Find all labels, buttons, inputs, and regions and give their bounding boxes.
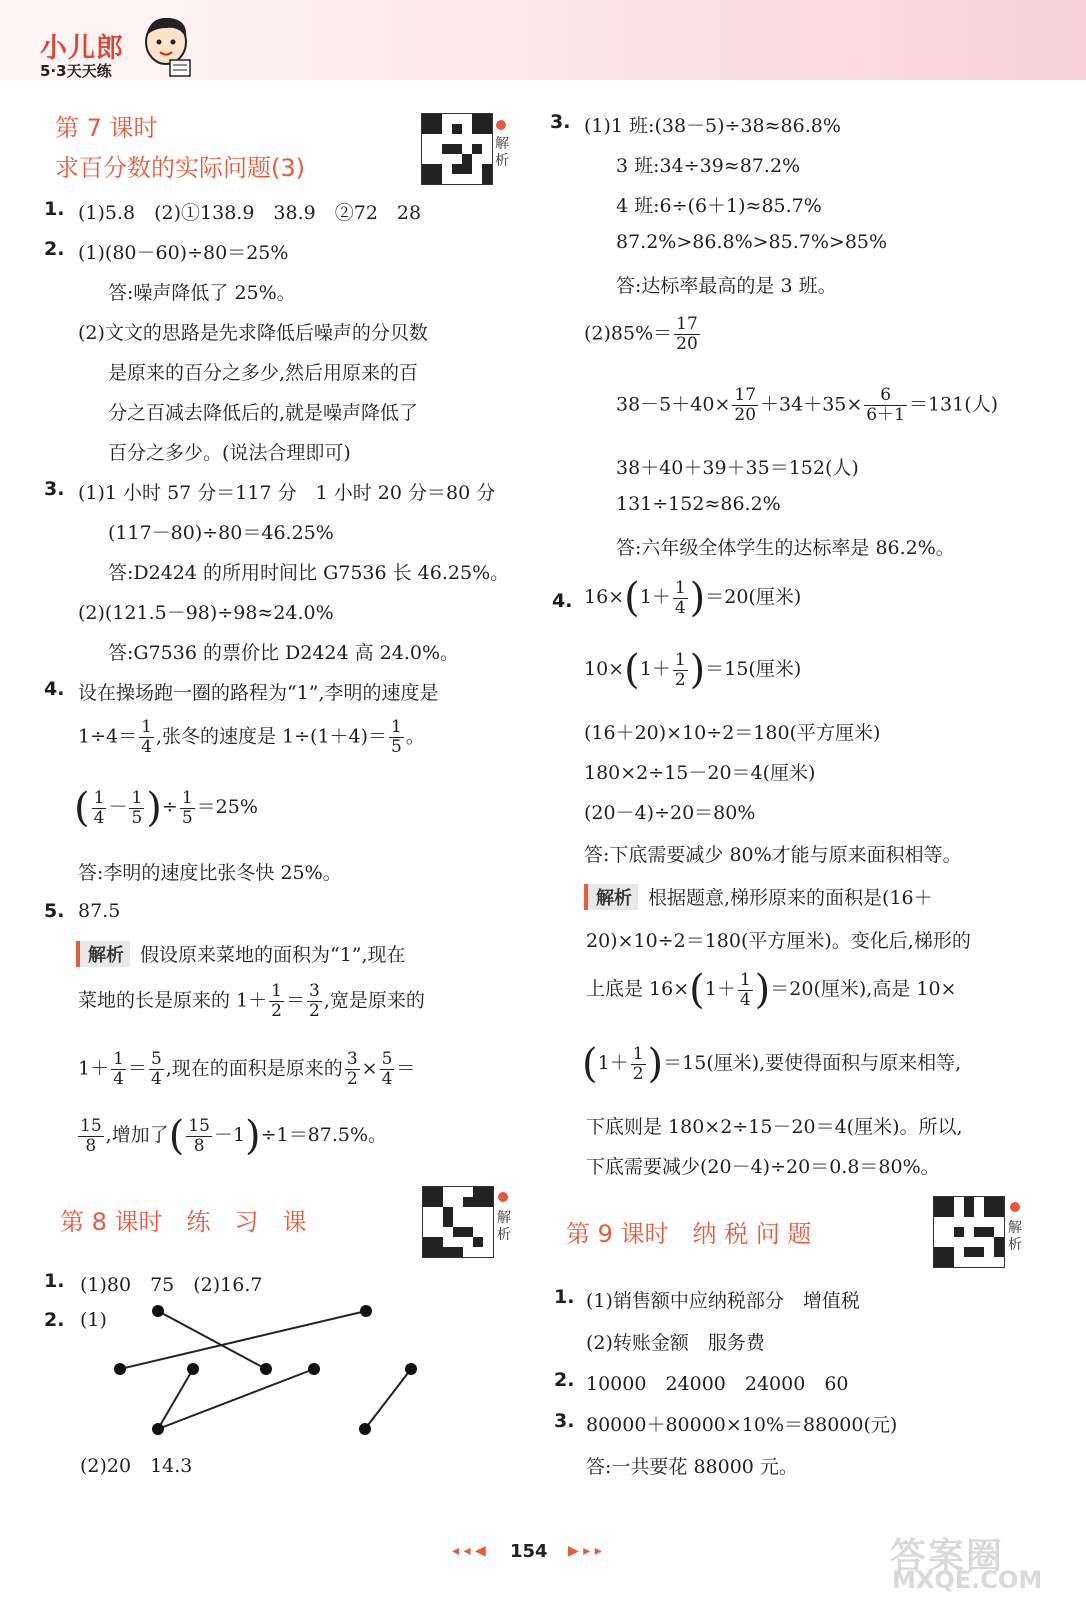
lesson7-title: 第 7 课时	[55, 114, 158, 142]
page-number: 154	[510, 1541, 548, 1562]
watermark-url: MXQE.COM	[892, 1566, 1043, 1594]
question-number: 3.	[550, 111, 571, 133]
next-arrows-icon: ▶ ▸ ▸	[568, 1543, 602, 1559]
match-dot	[152, 1305, 164, 1317]
answer-text: (1)5.8 (2)①138.9 38.9 ②72 28	[78, 202, 422, 224]
analysis-tag: 解析	[76, 941, 130, 967]
play-icon	[496, 120, 506, 130]
answer-text: 3 班:34÷39≈87.2%	[616, 155, 801, 177]
answer-text: 设在操场跑一圈的路程为“1”,李明的速度是	[78, 682, 439, 704]
answer-text: (2)文文的思路是先求降低后噪声的分贝数	[78, 322, 428, 344]
analysis-formula: 1＋ $\frac{1}{4}$ ＝ $\frac{5}{4}$ ,现在的面积是原来的 $\frac{3}{2}$ × $\frac{5}{4}$ ＝	[78, 1049, 416, 1089]
answer-formula: 10×(1＋ $\frac{1}{2}$ )＝15(厘米)	[584, 647, 802, 693]
lesson9-title: 第 9 课时 纳 税 问 题	[566, 1220, 812, 1248]
logo: 小儿郎	[40, 33, 124, 64]
match-dot	[152, 1423, 164, 1435]
match-dot	[359, 1423, 371, 1435]
answer-text: (1)80 75 (2)16.7	[80, 1274, 263, 1296]
matching-line	[158, 1369, 193, 1429]
lesson8-title: 第 8 课时 练 习 课	[60, 1208, 307, 1236]
answer-text: 答:下底需要减少 80%才能与原来面积相等。	[584, 844, 962, 866]
answer-text: (16＋20)×10÷2＝180(平方厘米)	[584, 722, 881, 744]
answer-text: 答:噪声降低了 25%。	[108, 282, 296, 304]
question-number: 1.	[44, 198, 65, 220]
answer-text: 10000 24000 24000 60	[586, 1373, 849, 1395]
analysis-text: 下底需要减少(20－4)÷20＝0.8＝80%。	[586, 1156, 940, 1178]
match-dot	[187, 1363, 199, 1375]
analysis-text: 下底则是 180×2÷15－20＝4(厘米)。所以,	[586, 1116, 963, 1138]
analysis-line: 解析 根据题意,梯形原来的面积是(16＋	[584, 883, 933, 910]
question-number: 3.	[554, 1410, 575, 1432]
question-number: 1.	[44, 1270, 65, 1292]
analysis-text: 20)×10÷2＝180(平方厘米)。变化后,梯形的	[586, 930, 971, 952]
series-name: 5·3天天练	[40, 62, 112, 80]
prev-arrows-icon: ◂ ◂ ◀	[452, 1543, 486, 1559]
matching-line	[158, 1369, 314, 1429]
answer-text: 87.5	[78, 900, 121, 922]
question-number: 2.	[554, 1369, 575, 1391]
analysis-formula: 上底是 16×(1＋ $\frac{1}{4}$ )＝20(厘米),高是 10×	[586, 967, 957, 1013]
answer-text: 131÷152≈86.2%	[616, 493, 781, 515]
question-number: 2.	[44, 1309, 65, 1331]
answer-text: (20－4)÷20＝80%	[584, 802, 756, 824]
answer-text: 是原来的百分之多少,然后用原来的百	[108, 362, 419, 384]
match-dot	[405, 1363, 417, 1375]
question-number: 4.	[552, 590, 573, 612]
qr-label: 解析	[497, 1210, 511, 1243]
analysis-formula: $\frac{15}{8}$ ,增加了( $\frac{15}{8}$ －1)÷1＝87.5%。	[80, 1113, 388, 1159]
play-icon	[498, 1192, 508, 1202]
answer-text: 38＋40＋39＋35＝152(人)	[616, 457, 859, 479]
qr-code-icon[interactable]	[933, 1196, 1005, 1268]
question-number: 2.	[44, 238, 65, 260]
answer-text: 答:一共要花 88000 元。	[586, 1456, 798, 1478]
answer-text: 分之百减去降低后的,就是噪声降低了	[108, 402, 419, 424]
answer-text: 百分之多少。(说法合理即可)	[108, 442, 351, 464]
answer-text: 答:李明的速度比张冬快 25%。	[78, 862, 342, 884]
qr-code-icon[interactable]	[422, 1186, 494, 1258]
matching-line	[120, 1311, 366, 1369]
analysis-formula: 菜地的长是原来的 1＋ $\frac{1}{2}$ ＝ $\frac{3}{2}$ ,宽是原来的	[78, 981, 425, 1021]
answer-text: 答:G7536 的票价比 D2424 高 24.0%。	[108, 642, 460, 664]
mascot-icon	[140, 12, 196, 80]
question-number: 4.	[44, 678, 65, 700]
answer-text: 180×2÷15－20＝4(厘米)	[584, 762, 816, 784]
answer-text: (1)(80－60)÷80＝25%	[78, 242, 289, 264]
analysis-line: 解析 假设原来菜地的面积为“1”,现在	[76, 940, 406, 967]
answer-text: (2)转账金额 服务费	[586, 1332, 765, 1354]
match-dot	[260, 1363, 272, 1375]
lesson7-subtitle: 求百分数的实际问题(3)	[55, 154, 305, 182]
match-dot	[360, 1305, 372, 1317]
matching-line	[158, 1311, 266, 1369]
matching-line	[365, 1369, 411, 1429]
question-number: 5.	[44, 900, 65, 922]
answer-text: (2)20 14.3	[80, 1455, 193, 1477]
answer-formula: 16×(1＋ $\frac{1}{4}$ )＝20(厘米)	[584, 575, 802, 621]
answer-text: 87.2%>86.8%>85.7%>85%	[616, 231, 888, 253]
qr-label: 解析	[1008, 1220, 1022, 1253]
answer-text: 答:达标率最高的是 3 班。	[616, 275, 837, 297]
answer-text: (1)	[80, 1309, 107, 1331]
answer-text: 答:D2424 的所用时间比 G7536 长 46.25%。	[108, 562, 510, 584]
analysis-tag: 解析	[584, 884, 638, 910]
answer-text: (1)1 班:(38－5)÷38≈86.8%	[584, 115, 841, 137]
answer-text: (1)1 小时 57 分＝117 分 1 小时 20 分＝80 分	[78, 482, 496, 504]
analysis-formula: (1＋ $\frac{1}{2}$ )＝15(厘米),要使得面积与原来相等,	[582, 1041, 962, 1087]
answer-formula: ( $\frac{1}{4}$ － $\frac{1}{5}$ )÷ $\frac{1}{5}$ ＝25%	[74, 785, 258, 831]
answer-text: (1)销售额中应纳税部分 增值税	[586, 1290, 860, 1312]
matching-diagram	[100, 1295, 420, 1445]
answer-formula: 38－5＋40× $\frac{17}{20}$ ＋34＋35× $\frac{6}{6+1}$ ＝131(人)	[616, 385, 999, 425]
answer-formula: 1÷4＝ $\frac{1}{4}$ ,张冬的速度是 1÷(1＋4)＝ $\frac{1}{5}$ 。	[78, 717, 425, 757]
question-number: 3.	[44, 478, 65, 500]
match-dot	[114, 1363, 126, 1375]
answer-text: 80000＋80000×10%＝88000(元)	[586, 1414, 898, 1436]
play-icon	[1010, 1202, 1020, 1212]
answer-text: (2)(121.5－98)÷98≈24.0%	[78, 602, 334, 624]
qr-code-icon[interactable]	[421, 113, 493, 185]
answer-formula: (2)85%＝ $\frac{17}{20}$	[584, 314, 698, 354]
answer-text: (117－80)÷80＝46.25%	[108, 522, 334, 544]
answer-text: 答:六年级全体学生的达标率是 86.2%。	[616, 537, 955, 559]
answer-text: 4 班:6÷(6＋1)≈85.7%	[616, 195, 822, 217]
match-dot	[308, 1363, 320, 1375]
qr-label: 解析	[495, 136, 509, 169]
question-number: 1.	[554, 1286, 575, 1308]
watermark: 答案圈	[890, 1536, 1005, 1577]
